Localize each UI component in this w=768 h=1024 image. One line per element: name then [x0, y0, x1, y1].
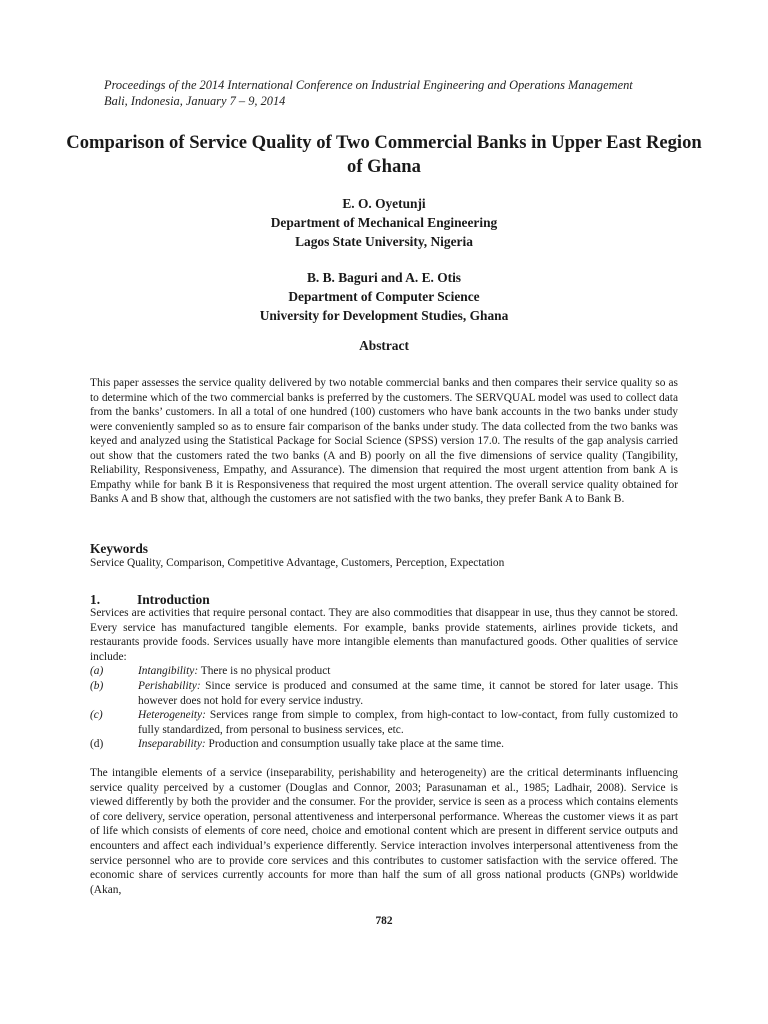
paragraph: The intangible elements of a service (inseparability, perishability and heterogeneity) are the critical determinants influencing service quality perceived by a customer (Douglas and Connor, 2003; Parasunaman et al., 1985; Ladhair, 2008). Service is viewed differently by both the provider and the consumer. For the provider, service is seen as a process which contains elements of core delivery, service operation, personal attentiveness and interpersonal performance. Whereas the customer views it as part of life which consists of elements of core need, choice and emotional content which are present in different service outputs and encounters and affect each individual’s experience differently. Service interaction involves interpersonal attentiveness from the service personnel who are to provide core services and this contributes to customer satisfaction with the service offered. The economic share of services currently accounts for more than half the sum of all gross national products (GNPs) worldwide (Akan, [90, 766, 678, 896]
keywords-heading: Keywords [90, 541, 149, 556]
author-name: B. B. Baguri and A. E. Otis [306, 270, 462, 285]
page-number: 782 [375, 915, 393, 927]
section-title: Introduction [137, 592, 210, 607]
list-text: Since service is produced and consumed at the same time, it cannot be stored for later usage. This however does not hold for every service industry. [138, 679, 678, 707]
list-term: Intangibility: [138, 665, 199, 678]
paper-title: Comparison of Service Quality of Two Commercial Banks in Upper East Region of Ghana [66, 132, 702, 177]
proceedings-line-1: Proceedings of the 2014 International Conference on Industrial Engineering and Operations Management [104, 78, 633, 92]
list-item [90, 708, 678, 737]
section-number: 1. [90, 592, 101, 607]
list-label: (a) [90, 665, 104, 678]
abstract-text: This paper assesses the service quality delivered by two notable commercial banks and then compares their service quality so as to determine which of the two commercial banks is preferred by the customers. The SERVQUAL model was used to collect data from the banks’ customers. In all a total of one hundred (100) customers who have bank accounts in the two banks under study were conveniently sampled so as to ensure fair comparison of the banks under study. The data collected from the two banks was keyed and analyzed using the Statistical Package for Social Science (SPSS) version 17.0. The results of the gap analysis carried out show that the customers rated the two banks (A and B) poorly on all the five dimensions of service quality (Tangibility, Reliability, Responsiveness, Empathy, and Assurance). The dimension that required the most urgent attention from bank A is Empathy while for bank B it is Responsiveness that required the most urgent attention. The overall service quality obtained for Banks A and B show that, although the customers are not satisfied with the two banks, they prefer Bank A to Bank B. [90, 377, 678, 505]
list-term: Perishability: [138, 679, 201, 692]
proceedings-header [104, 77, 633, 109]
author-institution: University for Development Studies, Ghana [259, 308, 509, 323]
author-department: Department of Mechanical Engineering [270, 215, 498, 230]
proceedings-line-2: Bali, Indonesia, January 7 – 9, 2014 [104, 94, 286, 108]
list-text: Production and consumption usually take place at the same time. [205, 738, 505, 751]
list-term: Inseparability: [138, 738, 206, 751]
author-block [90, 194, 678, 325]
list-item [90, 679, 678, 708]
paragraph: Services are activities that require personal contact. They are also commodities that disappear in use, thus they cannot be stored. Every service has manufactured tangible elements. For example, banks provide statements, airlines provide tickets, and restaurants provide foods. Services usually have more intangible elements than manufactured goods. Other qualities of service include: [90, 607, 678, 663]
list-term: Heterogeneity: [138, 709, 206, 722]
list-item [90, 664, 678, 679]
abstract-heading: Abstract [359, 338, 409, 353]
list-item [90, 737, 678, 752]
author-institution: Lagos State University, Nigeria [295, 234, 473, 249]
list-label: (c) [90, 709, 103, 722]
list-text: There is no physical product [198, 665, 331, 678]
list-label: (b) [90, 679, 104, 692]
introduction-body [90, 606, 678, 897]
author-name: E. O. Oyetunji [342, 196, 426, 211]
list-label: (d) [90, 738, 104, 751]
author-department: Department of Computer Science [288, 289, 480, 304]
list-text: Services range from simple to complex, from high-contact to low-contact, from fully customized to fully standardized, from personal to business services, etc. [138, 709, 678, 736]
keywords-text: Service Quality, Comparison, Competitive Advantage, Customers, Perception, Expectation [90, 557, 505, 569]
